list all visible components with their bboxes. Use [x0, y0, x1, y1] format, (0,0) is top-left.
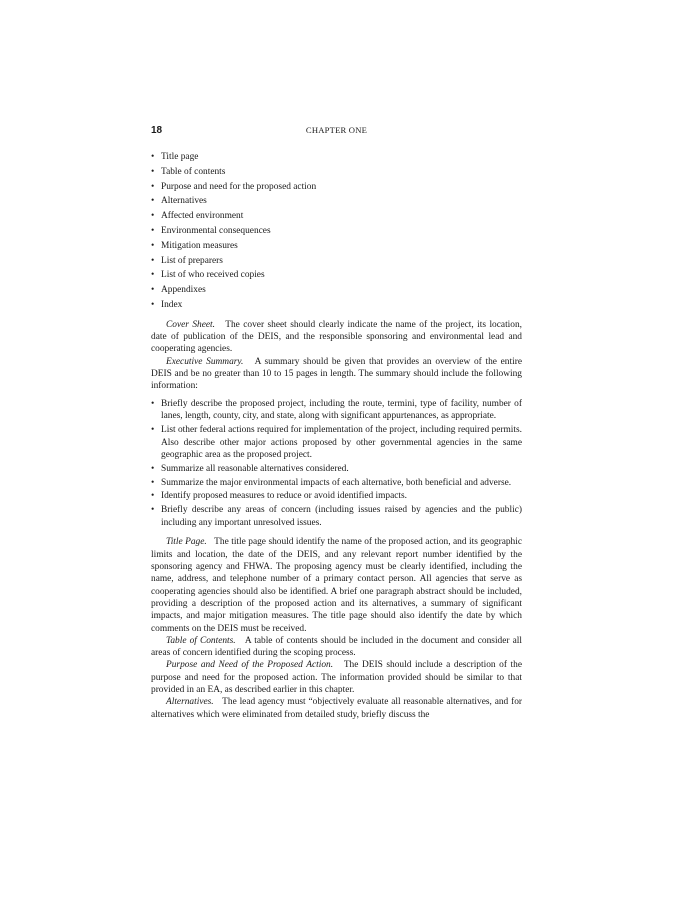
paragraph-purpose-and-need — [151, 659, 522, 696]
deis-contents-list — [151, 150, 522, 313]
list-item: • Environmental consequences — [151, 224, 522, 239]
lead-in-heading: Table of Contents. — [166, 635, 236, 646]
paragraph-title-page — [151, 536, 522, 634]
running-head: CHAPTER ONE — [305, 125, 368, 135]
list-item: • Identify proposed measures to reduce or avoid identified impacts. — [151, 490, 522, 503]
lead-in-heading: Title Page. — [166, 537, 207, 548]
list-item: • Affected environment — [151, 209, 522, 224]
list-item: • Index — [151, 298, 522, 313]
list-item: • Summarize all reasonable alternatives considered. — [151, 463, 522, 476]
paragraph-executive-summary — [151, 356, 522, 393]
paragraph-text: The lead agency must “objectively evaluate all reasonable alternatives, and for alternatives which were eliminated from detailed study, briefly discuss the — [151, 697, 523, 720]
paragraph-text: The cover sheet should clearly indicate the name of the project, its location, date of publication of the DEIS, and the responsible sponsoring and environmental lead and cooperating agencies. — [151, 319, 522, 355]
paragraph-cover-sheet — [151, 319, 522, 356]
list-item: • Mitigation measures — [151, 239, 522, 254]
page-number: 18 — [151, 125, 163, 136]
list-item: • Summarize the major environmental impacts of each alternative, both beneficial and adverse. — [151, 477, 522, 490]
paragraph-table-of-contents — [151, 635, 522, 660]
paragraph-alternatives — [151, 696, 522, 721]
list-item: • List of preparers — [151, 254, 522, 269]
list-item: • Appendixes — [151, 283, 522, 298]
list-item: • Purpose and need for the proposed action — [151, 180, 522, 195]
summary-items-list — [151, 398, 522, 530]
paragraph-text: A table of contents should be included in the document and consider all areas of concern identified during the scoping process. — [151, 635, 522, 659]
list-item: • Briefly describe the proposed project, including the route, termini, type of facility, number of lanes, length, county, city, and state, along with significant appurtenances, as appropriate. — [151, 398, 522, 423]
paragraph-text: A summary should be given that provides an overview of the entire DEIS and be no greater than 10 to 15 pages in length. The summary should include the following information: — [151, 356, 522, 392]
paragraph-text: The DEIS should include a description of the purpose and need for the proposed action. The information provided should be similar to that provided in an EA, as described earlier in this chapter. — [151, 660, 523, 695]
lead-in-heading: Alternatives. — [166, 697, 214, 708]
list-item: • Briefly describe any areas of concern (including issues raised by agencies and the public) including any important unresolved issues. — [151, 504, 522, 529]
list-item: • Alternatives — [151, 194, 522, 209]
lead-in-heading: Cover Sheet. — [166, 319, 215, 330]
page-header — [151, 124, 522, 138]
lead-in-heading: Executive Summary. — [166, 356, 244, 367]
list-item: • List other federal actions required for implementation of the project, including required permits. Also describe other major actions proposed by other governmental agencies in the same geographic area as the proposed project. — [151, 424, 522, 462]
lead-in-heading: Purpose and Need of the Proposed Action. — [166, 660, 334, 671]
document-page — [151, 124, 522, 721]
list-item: • List of who received copies — [151, 268, 522, 283]
list-item: • Title page — [151, 150, 522, 165]
paragraph-text: The title page should identify the name of the proposed action, and its geographic limits and location, the date of the DEIS, and any relevant report number identified by the sponsoring agency and FHWA. The proposing agency must be clearly identified, including the name, address, and telephone number of a primary contact person. All agencies that serve as cooperating agencies should also be identified. A brief one paragraph abstract should be included, providing a description of the proposed action and its alternatives, a summary of significant impacts, and major mitigation measures. The title page should also identify the date by which comments on the DEIS must be received. — [151, 537, 522, 634]
list-item: • Table of contents — [151, 165, 522, 180]
